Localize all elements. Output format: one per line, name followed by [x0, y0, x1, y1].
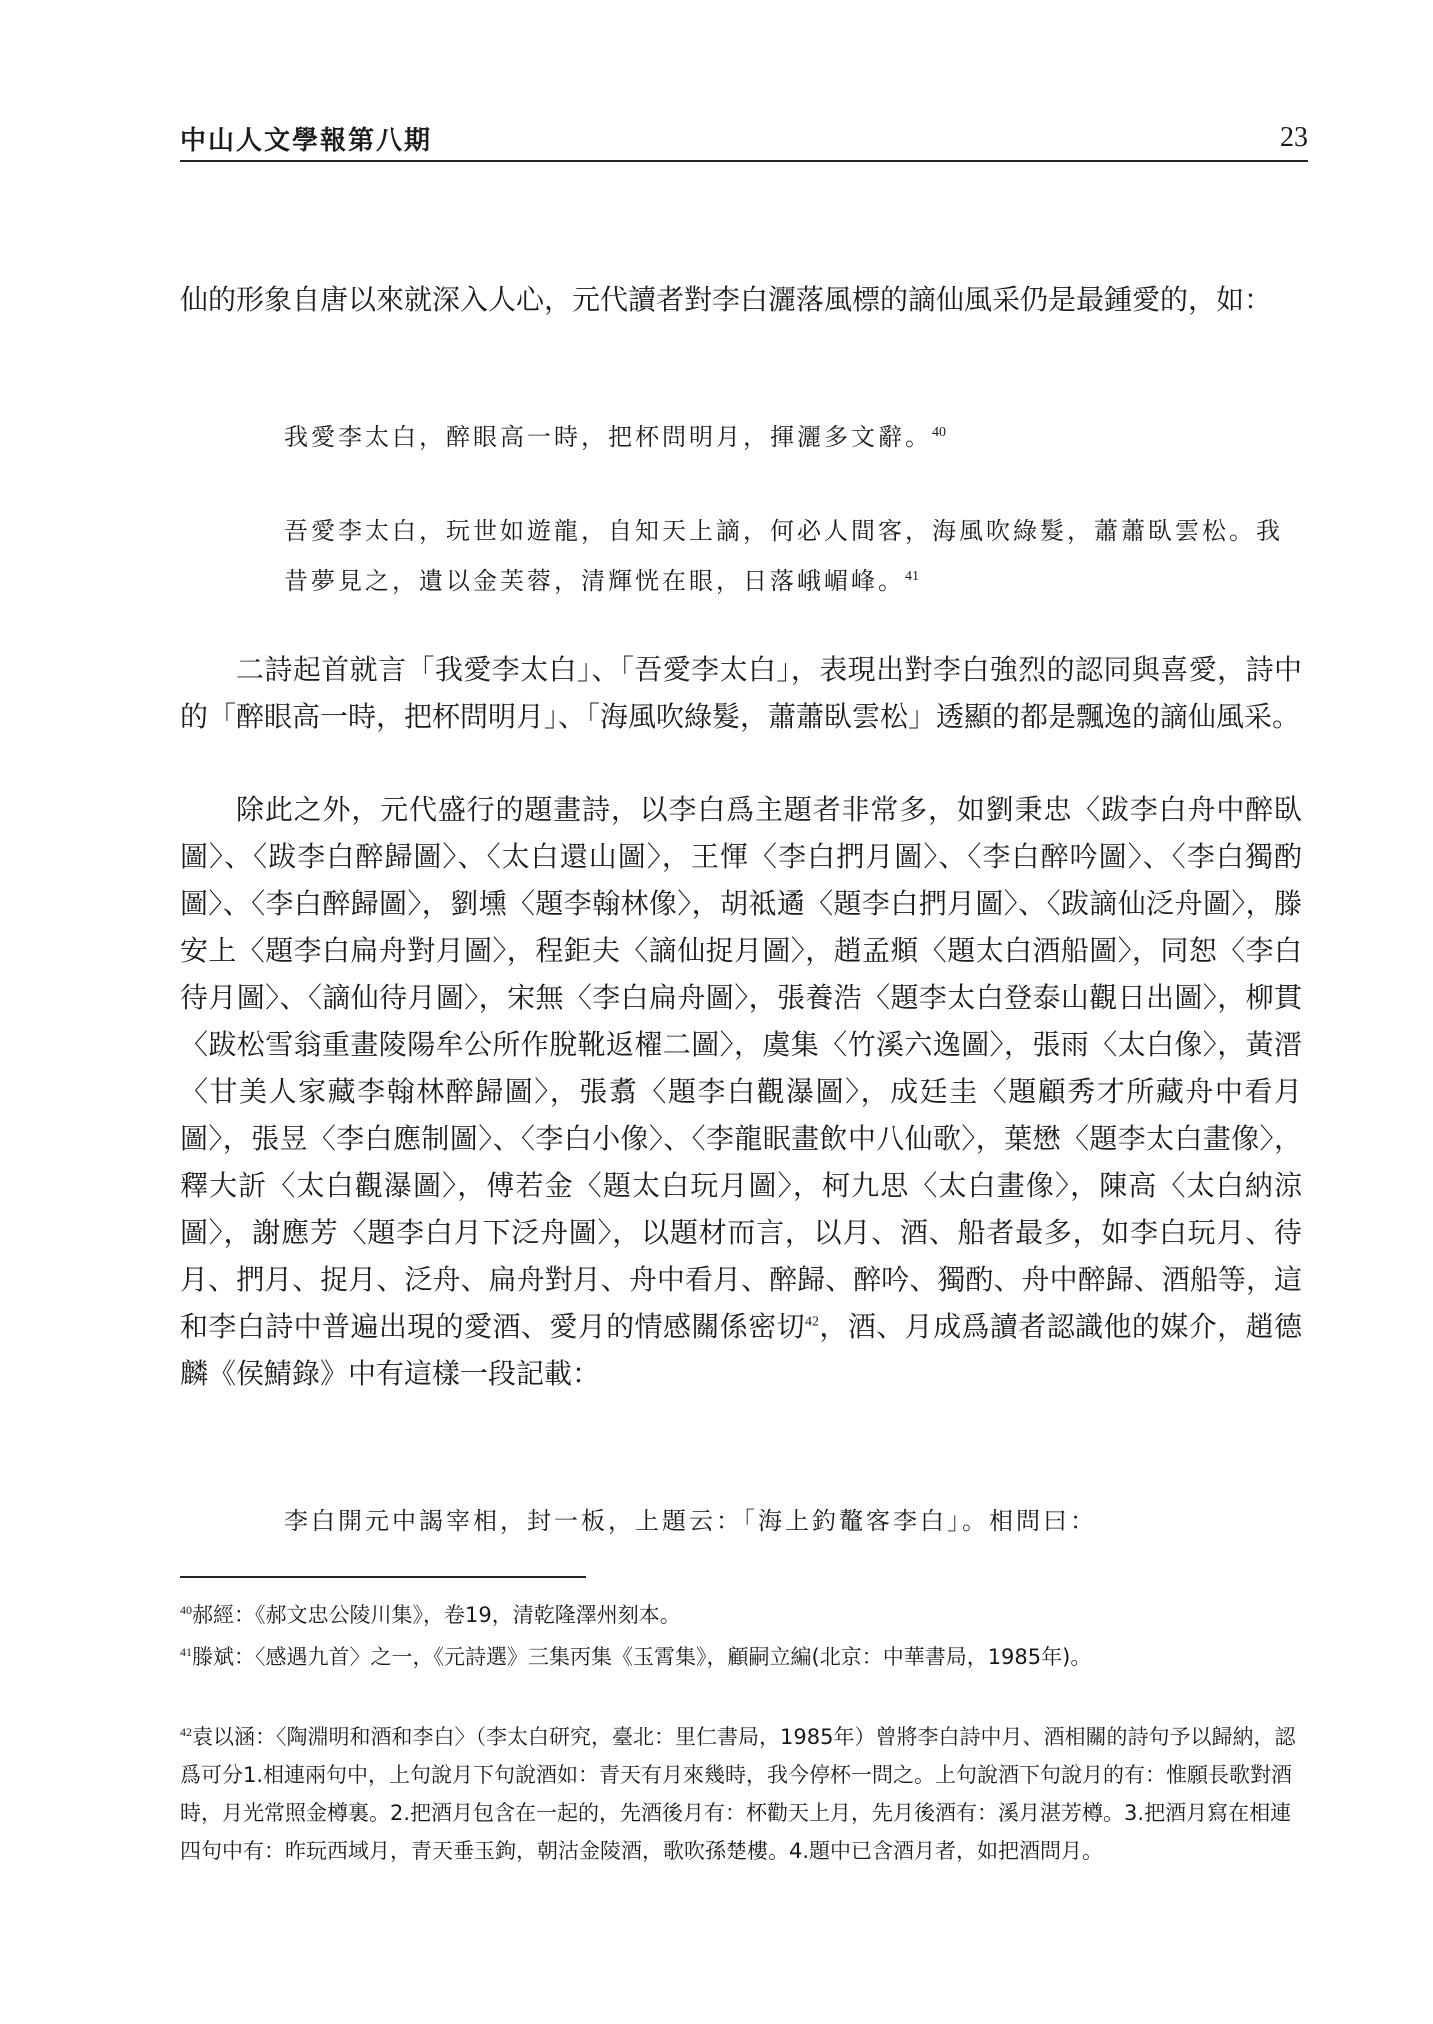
footnote-ref-41: 41	[905, 569, 919, 584]
page-number: 23	[1280, 122, 1308, 153]
footnote-42-number: 42	[180, 1725, 192, 1739]
footnote-42	[180, 1718, 1302, 1870]
running-header	[180, 112, 1308, 162]
footnote-ref-42: 42	[805, 1314, 820, 1330]
paragraph-painting-poems-end: ，酒、月成爲讀者認識他的媒介，趙德麟《侯鯖錄》中有這樣一段記載：	[180, 1310, 1302, 1390]
paragraph-intro: 仙的形象自唐以來就深入人心，元代讀者對李白灑落風標的謫仙風采仍是最鍾愛的，如：	[180, 283, 1273, 316]
footnote-40-number: 40	[180, 1603, 192, 1617]
footnote-41	[180, 1638, 1302, 1676]
footnote-40	[180, 1596, 1302, 1634]
paragraph-painting-poems-main: 除此之外，元代盛行的題畫詩，以李白爲主題者非常多，如劉秉忠〈跋李白舟中醉臥圖〉、〈跋李白醉歸圖〉、〈太白還山圖〉，王惲〈李白捫月圖〉、〈李白醉吟圖〉、〈李白獨酌圖〉、〈李白醉歸圖〉，劉壎〈題李翰林像〉，胡祗遹〈題李白捫月圖〉、〈跋謫仙泛舟圖〉，滕安上〈題李白扁舟對月圖〉，程鉅夫〈謫仙捉月圖〉，趙孟頫〈題太白酒船圖〉，同恕〈李白待月圖〉、〈謫仙待月圖〉，宋無〈李白扁舟圖〉，張養浩〈題李太白登泰山觀日出圖〉，柳貫〈跋松雪翁重畫陵陽牟公所作脫靴返櫂二圖〉，虞集〈竹溪六逸圖〉，張雨〈太白像〉，黃溍〈甘美人家藏李翰林醉歸圖〉，張翥〈題李白觀瀑圖〉，成廷圭〈題顧秀才所藏舟中看月圖〉，張昱〈李白應制圖〉、〈李白小像〉、〈李龍眠畫飲中八仙歌〉，葉懋〈題李太白畫像〉，釋大訢〈太白觀瀑圖〉，傅若金〈題太白玩月圖〉，柯九思〈太白畫像〉，陳高〈太白納涼圖〉，謝應芳〈題李白月下泛舟圖〉，以題材而言，以月、酒、船者最多，如李白玩月、待月、捫月、捉月、泛舟、扁舟對月、舟中看月、醉歸、醉吟、獨酌、舟中醉歸、酒船等，這和李白詩中普遍出現的愛酒、愛月的情感關係密切	[180, 793, 1302, 1343]
footnote-41-text: 滕斌：〈感遇九首〉之一，《元詩選》三集丙集《玉霄集》，顧嗣立編(北京：中華書局，1985年)。	[192, 1645, 1092, 1669]
paragraph-painting-poems	[180, 786, 1302, 1397]
footnote-42-text: 袁以涵：〈陶淵明和酒和李白〉（李太白研究，臺北：里仁書局，1985年）曾將李白詩中月、酒相關的詩句予以歸納，認爲可分1.相連兩句中，上句說月下句說酒如：青天有月來幾時，我今停杯一問之。上句說酒下句說月的有：惟願長歌對酒時，月光常照金樽裏。2.把酒月包含在一起的，先酒後月有：杯勸天上月，先月後酒有：溪月湛芳樽。3.把酒月寫在相連四句中有：昨玩西域月，青天垂玉鉤，朝沽金陵酒，歌吹孫楚樓。4.題中已含酒月者，如把酒問月。	[180, 1725, 1296, 1863]
block-quote-2	[284, 506, 1302, 606]
block-quote-3: 李白開元中謁宰相，封一板，上題云：「海上釣鼇客李白」。相問曰：	[284, 1507, 1097, 1535]
block-quote-1	[284, 412, 1302, 462]
footnote-40-text: 郝經：《郝文忠公陵川集》，卷19，清乾隆澤州刻本。	[192, 1603, 681, 1627]
journal-title: 中山人文學報第八期	[180, 126, 433, 156]
footnote-ref-40: 40	[932, 425, 946, 440]
quote-1-text: 我愛李太白，醉眼高一時，把杯問明月，揮灑多文辭。	[284, 423, 932, 451]
paragraph-analysis: 二詩起首就言「我愛李太白」、「吾愛李太白」，表現出對李白強烈的認同與喜愛，詩中的「醉眼高一時，把杯問明月」、「海風吹綠髮，蕭蕭臥雲松」透顯的都是飄逸的謫仙風采。	[180, 653, 1302, 733]
footnote-separator	[180, 1576, 586, 1578]
quote-2-text: 吾愛李太白，玩世如遊龍，自知天上謫，何必人間客，海風吹綠髮，蕭蕭臥雲松。我昔夢見之，遺以金芙蓉，清輝恍在眼，日落峨嵋峰。	[284, 517, 1283, 595]
footnote-41-number: 41	[180, 1645, 192, 1659]
